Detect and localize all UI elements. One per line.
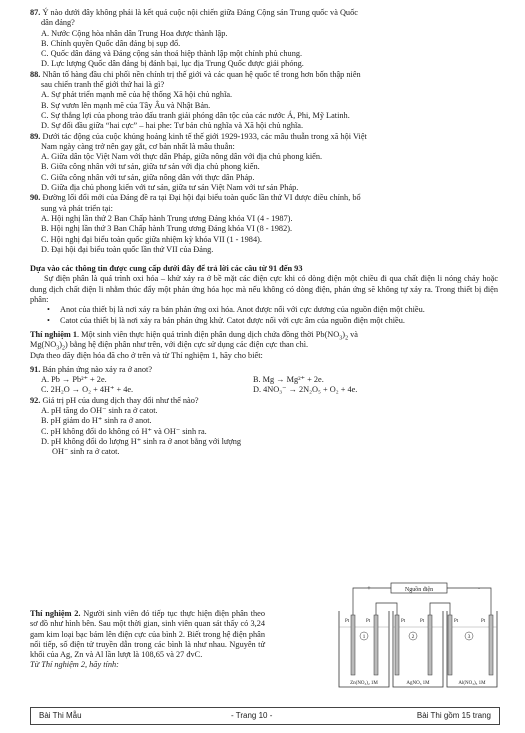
experiment-2-followup: Từ Thí nghiệm 2, hãy tính: — [30, 660, 119, 670]
question-91-option-d: D. 4NO₃⁻ → 2N₂O₅ + O₂ + 4e. — [253, 385, 358, 395]
subscript: 2 — [345, 335, 349, 342]
footer-right: Bài Thi gồm 15 trang — [416, 711, 491, 720]
cell-2-number: 2 — [411, 634, 415, 640]
question-92-option-c: C. pH không đổi do không có H⁺ và OH⁻ sinh ra. — [41, 426, 207, 436]
question-88-option-a: A. Sự phát triển mạnh mẽ của hệ thống Xã hội chủ nghĩa. — [41, 90, 233, 100]
subscript: 3 — [56, 345, 60, 352]
experiment-2-text: Người sinh viên đó tiếp tục thực hiện điện phân theo sơ đồ như hình bên. Sau một thời gian, sinh viên quan sát thấy có 3,24 gam kim loại bạc bám lên điện cực của bình 2. Biết trong hệ điện phân nối tiếp, số điện tử truyền dẫn trong các bình là như nhau. Nguyên tử khối của Ag, Zn và Al lần lượt là 108,65 và 27 đvC. — [30, 609, 265, 660]
question-88 — [30, 70, 498, 132]
question-91-option-c: C. 2H₂O → O₂ + 4H⁺ + 4e. — [41, 385, 134, 395]
question-number: 87. — [30, 8, 41, 17]
page-footer — [30, 707, 500, 725]
experiment-1-instruction: Dựa theo dãy điện hóa đã cho ở trên và từ Thí nghiệm 1, hãy cho biết: — [30, 350, 263, 360]
question-91 — [30, 365, 498, 396]
question-number: 91. — [30, 364, 41, 374]
question-89 — [30, 132, 498, 194]
electrode-label: Pt — [345, 619, 350, 624]
question-91-row2 — [30, 385, 498, 395]
question-90-stem-line2: sung và phát triển tại: — [41, 203, 113, 213]
footer-left: Bài Thi Mẫu — [39, 711, 82, 720]
electrode-1b — [374, 615, 378, 675]
subscript: 3 — [339, 335, 343, 342]
question-92-option-b: B. pH giảm do H⁺ sinh ra ở anot. — [41, 416, 152, 426]
experiment-2-title: Thí nghiệm 2. — [30, 609, 81, 618]
page-content — [30, 8, 498, 457]
electrode-label: Pt — [420, 619, 425, 624]
question-90-option-d: D. Đại hội đại biểu toàn quốc lần thứ VII của Đảng. — [41, 244, 214, 254]
question-88-stem-line1: 88. Nhân tố hàng đầu chi phối nền chính trị thế giới và các quan hệ quốc tế trong hơn bốn thập niên — [30, 69, 361, 79]
question-90-option-a: A. Hội nghị lần thứ 2 Ban Chấp hành Trung ương Đảng khóa VI (4 - 1987). — [41, 213, 293, 223]
cell-2-solution: AgNO₃ 1M — [406, 681, 430, 686]
question-87-option-c: C. Quốc dân đảng và Đảng cộng sản thoả hiệp thành lập một chính phủ chung. — [41, 49, 303, 59]
electrode-label: Pt — [454, 619, 459, 624]
experiment-2-paragraph — [30, 609, 265, 660]
question-number: 88. — [30, 69, 41, 79]
question-89-option-a: A. Giữa dân tộc Việt Nam với thực dân Pháp, giữa nông dân với địa chủ phong kiến. — [41, 152, 323, 162]
power-minus-sign: - — [477, 584, 481, 592]
question-90-stem-line1: 90. Đường lối đổi mới của Đảng đề ra tại Đại hội đại biểu toàn quốc lần thứ VI được điều chỉnh, bổ — [30, 193, 361, 203]
bullet-catot-text: Catot của thiết bị là nơi xảy ra bán phản ứng khử. Catot được nối với cực âm của nguồn điện một chiều. — [60, 315, 405, 325]
wire-link-1-2 — [376, 603, 397, 615]
question-92-option-a: A. pH tăng do OH⁻ sinh ra ở catot. — [41, 405, 158, 415]
electrode-2b — [428, 615, 432, 675]
question-88-option-b: B. Sự vươn lên mạnh mẽ của Tây Âu và Nhật Bản. — [41, 100, 211, 110]
experiment-1-text: và — [348, 329, 358, 339]
experiment-1-text: ) bằng hệ điện phân như trên, với điện cực sử dụng các điện cực than chì. — [65, 340, 309, 350]
cell-1-number: 1 — [362, 634, 366, 640]
footer-page-number: - Trang 10 - — [231, 711, 273, 720]
question-88-stem-line2: sau chiến tranh thế giới thứ hai là gì? — [41, 80, 165, 90]
section-heading: Dựa vào các thông tin được cung cấp dưới đây để trả lời các câu từ 91 đến 93 — [30, 264, 303, 274]
question-87-stem-line1: 87. Ý nào dưới đây không phải là kết quả cuộc nội chiến giữa Đảng Cộng sản Trung quốc và Quốc — [30, 8, 358, 17]
cell-3-number: 3 — [467, 634, 471, 640]
question-number: 89. — [30, 131, 41, 141]
question-87-stem-line2: dân đảng? — [41, 18, 75, 28]
cell-1-solution: Zn(NO₃)₂ 1M — [350, 681, 378, 686]
question-88-option-d: D. Sự đối đầu giữa “hai cực” – hai phe: Tư bản chủ nghĩa và Xã hội chủ nghĩa. — [41, 121, 304, 131]
question-number: 92. — [30, 395, 41, 405]
section-intro-paragraph: Sự điện phân là quá trình oxi hóa – khử xảy ra ở bề mặt các điện cực khi có dòng điện một chiều đi qua chất điện li nóng chảy hoặc dung dịch chất điện li nhằm thúc đẩy một phản ứng hóa học mà nếu không có dòng điện, phản ứng sẽ không tự xảy ra. Trong thiết bị điện phân: — [30, 274, 498, 305]
electrolysis-diagram — [333, 581, 501, 689]
question-89-option-b: B. Giữa công nhân với tư sản, giữa tư sản với địa chủ phong kiến. — [41, 162, 260, 172]
question-89-option-c: C. Giữa công nhân với tư sản, giữa nông dân với thực dân Pháp. — [41, 172, 255, 182]
question-87-option-b: B. Chính quyền Quốc dân đảng bị sụp đổ. — [41, 38, 181, 48]
electrode-2a — [395, 615, 399, 675]
subscript: 2 — [62, 345, 66, 352]
experiment-1-text: Mg(NO — [30, 340, 57, 350]
question-89-stem-line2: Nam ngày càng trở nên gay gắt, cơ bản nhất là mâu thuẫn: — [41, 141, 235, 151]
electrode-label: Pt — [366, 619, 371, 624]
electrode-1a — [351, 615, 355, 675]
experiment-1-text: . Một sinh viên thực hiện quá trình điện phân dung dịch chứa đồng thời Pb(NO — [77, 329, 340, 339]
bullet-anot-text: Anot của thiết bị là nơi xảy ra bán phản ứng oxi hóa. Anot được nối với cực dương của nguồn điện một chiều. — [60, 305, 425, 315]
question-87-option-a: A. Nước Cộng hòa nhân dân Trung Hoa được thành lập. — [41, 28, 228, 38]
electrode-label: Pt — [401, 619, 406, 624]
electrode-label: Pt — [481, 619, 486, 624]
question-87-option-d: D. Lực lượng Quốc dân đảng bị đánh bại, lục địa Trung Quốc được giải phóng. — [41, 59, 304, 69]
question-90 — [30, 193, 498, 255]
experiment-1-text: ) — [342, 329, 346, 339]
electrode-3a — [448, 615, 452, 675]
power-source-label: Nguồn điện — [404, 587, 434, 593]
question-87 — [30, 8, 498, 70]
question-91-option-b: B. Mg → Mg²⁺ + 2e. — [253, 375, 324, 385]
bullet-mark: • — [47, 315, 50, 325]
question-91-option-a: A. Pb → Pb²⁺ + 2e. — [41, 375, 107, 385]
experiment-1-line2 — [30, 340, 498, 350]
question-92 — [30, 396, 498, 458]
bullet-anot — [30, 305, 498, 315]
question-92-option-d: D. pH không đổi do lượng H⁺ sinh ra ở anot bằng với lượng — [41, 436, 242, 446]
electrode-3b — [489, 615, 493, 675]
question-number: 90. — [30, 193, 41, 203]
wire-plus — [353, 588, 391, 615]
question-89-stem-line1: 89. Dưới tác động của cuộc khủng hoảng kinh tế thế giới 1929-1933, các mâu thuẫn trong xã hội Việt — [30, 131, 367, 141]
wire-minus — [447, 588, 491, 615]
experiment-1-title: Thí nghiệm 1 — [30, 329, 78, 339]
question-90-option-c: C. Hội nghị đại biểu toàn quốc giữa nhiệm kỳ khóa VII (1 - 1984). — [41, 234, 262, 244]
question-91-row1 — [30, 375, 498, 385]
question-88-option-c: C. Sự thắng lợi của phong trào đấu tranh giải phóng dân tộc của các nước Á, Phi, Mỹ Latinh. — [41, 110, 350, 120]
question-90-option-b: B. Hội nghị lần thứ 3 Ban Chấp hành Trung ương Đảng khóa VI (8 - 1982). — [41, 224, 293, 234]
experiment-1-line1 — [30, 330, 498, 340]
question-91-stem: 91. Bán phản ứng nào xảy ra ở anot? — [30, 364, 153, 374]
experiment-1-text: ) — [59, 340, 63, 350]
question-92-stem: 92. Giá trị pH của dung dịch thay đổi như thế nào? — [30, 395, 199, 405]
experiment-2 — [30, 609, 265, 671]
bullet-catot — [30, 316, 498, 326]
question-89-option-d: D. Giữa địa chủ phong kiến với tư sản, giữa tư sản Việt Nam với tư sản Pháp. — [41, 183, 299, 193]
power-plus-sign: + — [367, 584, 371, 592]
cell-3-solution: Al(NO₃)₃ 1M — [458, 681, 486, 686]
bullet-mark: • — [47, 305, 50, 315]
question-92-option-d-cont: OH⁻ sinh ra ở catot. — [52, 447, 120, 457]
